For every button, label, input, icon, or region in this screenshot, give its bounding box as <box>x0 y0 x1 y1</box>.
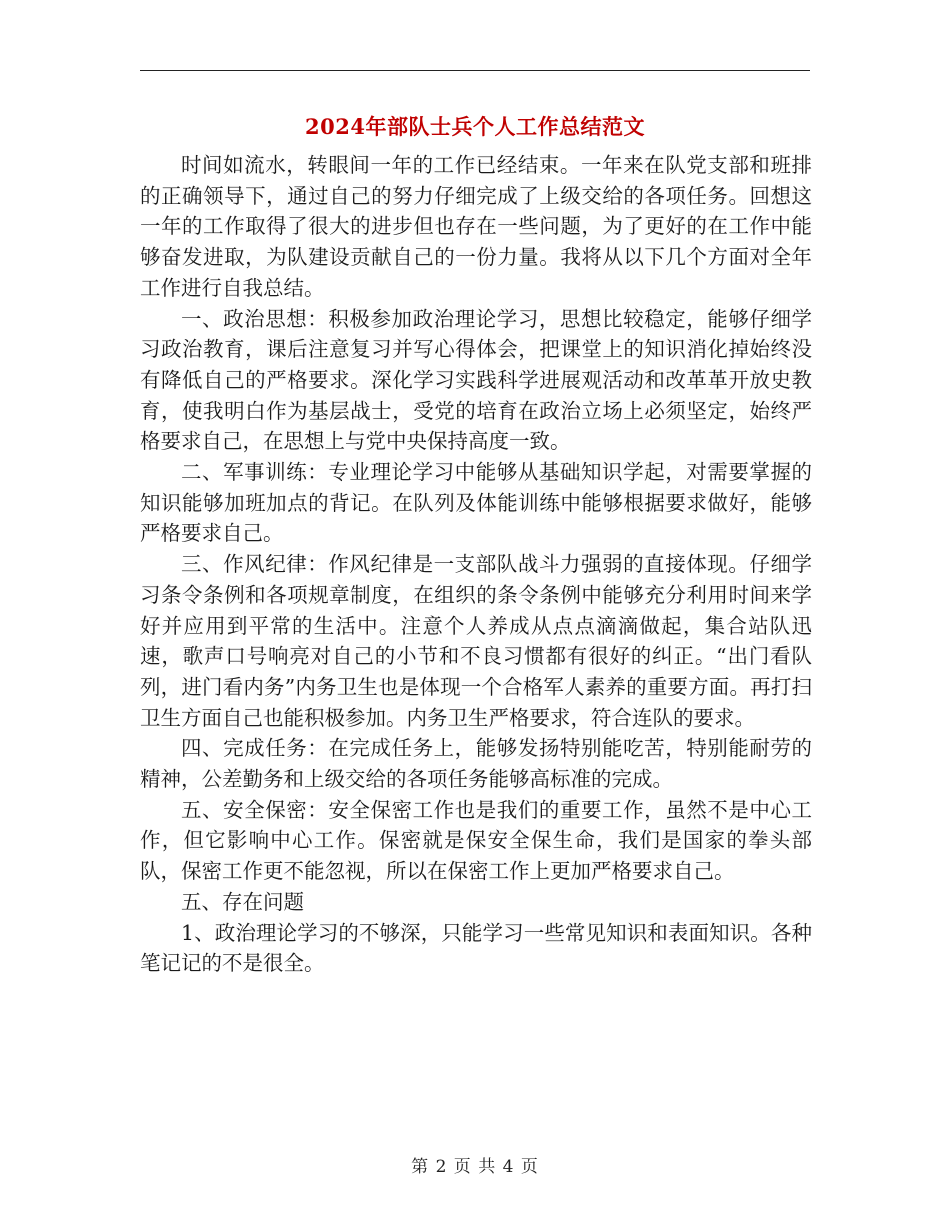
document-title: 2024年部队士兵个人工作总结范文 <box>305 114 645 139</box>
page-number-footer: 第 2 页 共 4 页 <box>411 1157 539 1177</box>
paragraph-tasks: 四、完成任务：在完成任务上，能够发扬特别能吃苦，特别能耐劳的精神，公差勤务和上级交给的各项任务能够高标准的完成。 <box>140 736 812 792</box>
paragraph-problem-1: 1、政治理论学习的不够深，只能学习一些常见知识和表面知识。各种笔记记的不是很全。 <box>140 920 812 976</box>
paragraph-discipline: 三、作风纪律：作风纪律是一支部队战斗力强弱的直接体现。仔细学习条令条例和各项规章制度，在组织的条令条例中能够充分利用时间来学好并应用到平常的生活中。注意个人养成从点点滴滴做起，集合站队迅速，歌声口号响亮对自己的小节和不良习惯都有很好的纠正。“出门看队列，进门看内务”内务卫生也是体现一个合格军人素养的重要方面。再打扫卫生方面自己也能积极参加。内务卫生严格要求，符合连队的要求。 <box>140 552 812 730</box>
document-body <box>140 150 812 979</box>
paragraph-military-training: 二、军事训练：专业理论学习中能够从基础知识学起，对需要掌握的知识能够加班加点的背记。在队列及体能训练中能够根据要求做好，能够严格要求自己。 <box>140 460 812 546</box>
paragraph-problems-heading: 五、存在问题 <box>181 889 304 914</box>
paragraph-intro: 时间如流水，转眼间一年的工作已经结束。一年来在队党支部和班排的正确领导下，通过自己的努力仔细完成了上级交给的各项任务。回想这一年的工作取得了很大的进步但也存在一些问题，为了更好的在工作中能够奋发进取，为队建设贡献自己的一份力量。我将从以下几个方面对全年工作进行自我总结。 <box>140 153 812 300</box>
paragraph-security: 五、安全保密：安全保密工作也是我们的重要工作，虽然不是中心工作，但它影响中心工作。保密就是保安全保生命，我们是国家的拳头部队，保密工作更不能忽视，所以在保密工作上更加严格要求自己。 <box>140 797 812 884</box>
header-divider <box>140 70 810 71</box>
paragraph-political-thought: 一、政治思想：积极参加政治理论学习，思想比较稳定，能够仔细学习政治教育，课后注意复习并写心得体会，把课堂上的知识消化掉始终没有降低自己的严格要求。深化学习实践科学进展观活动和改革革开放史教育，使我明白作为基层战士，受党的培育在政治立场上必须坚定，始终严格要求自己，在思想上与党中央保持高度一致。 <box>140 306 812 454</box>
